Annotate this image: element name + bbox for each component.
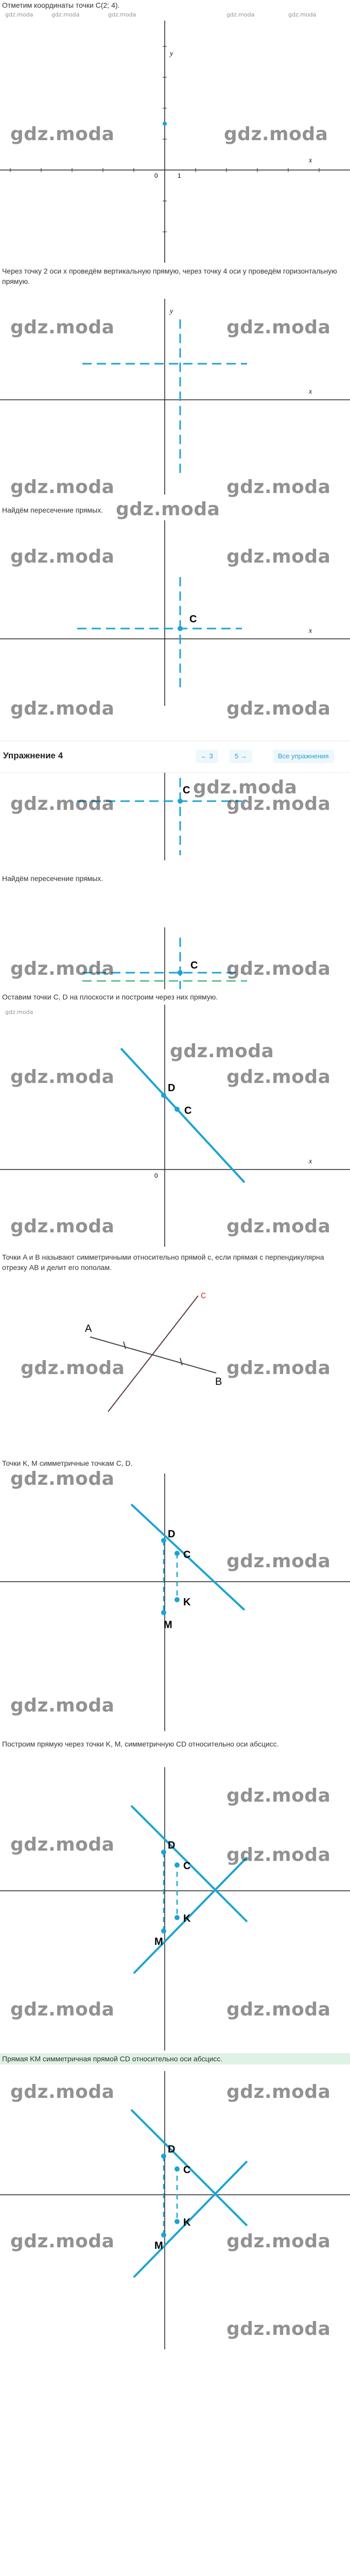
point-label-m: M: [164, 1619, 172, 1631]
watermark: gdz.moda: [10, 1216, 115, 1237]
watermark: gdz.moda: [226, 1844, 331, 1866]
watermark-small: gdz.moda: [226, 11, 255, 18]
point-label-d: D: [168, 1082, 176, 1094]
line-label-c: c: [201, 1290, 206, 1301]
watermark: gdz.moda: [226, 546, 331, 567]
next-exercise-button[interactable]: 5 →: [230, 750, 252, 763]
definition-text: Точки A и B называют симметричными относительно прямой c, если прямая c перпендикулярна отрезку AB и делит его пополам.: [2, 1253, 324, 1272]
point-label-d: D: [168, 1840, 176, 1851]
watermark: gdz.moda: [193, 777, 297, 798]
step-text-2: Через точку 2 оси x проведём вертикальную прямую, через точку 4 оси y проведём горизонтальную прямую.: [2, 267, 337, 285]
point-label-m: M: [154, 2240, 163, 2251]
all-exercises-button[interactable]: Все упражнения: [273, 750, 334, 763]
watermark: gdz.moda: [10, 477, 115, 498]
point-label-c: C: [183, 1549, 191, 1561]
watermark: gdz.moda: [10, 1834, 115, 1855]
watermark-small: gdz.moda: [51, 11, 80, 18]
watermark: gdz.moda: [226, 698, 331, 719]
origin-label: 0: [154, 172, 158, 179]
step-text-1: Отметим координаты точки C(2; 4).: [2, 1, 120, 9]
exercise-title: Упражнение 4: [3, 751, 63, 760]
point-label-c: C: [189, 614, 197, 625]
origin-label: 0: [154, 1172, 158, 1179]
watermark: gdz.moda: [10, 698, 115, 719]
watermark: gdz.moda: [226, 2081, 331, 2103]
watermark: gdz.moda: [10, 546, 115, 567]
watermark-small: gdz.moda: [108, 11, 136, 18]
x-axis-label: x: [309, 1158, 312, 1165]
watermark: gdz.moda: [10, 2081, 115, 2103]
point-label-d: D: [168, 2144, 176, 2155]
watermark: gdz.moda: [226, 1785, 331, 1806]
watermark: gdz.moda: [226, 1358, 331, 1379]
prev-exercise-button[interactable]: ← 3: [196, 750, 218, 763]
point-label-b: B: [215, 1376, 222, 1387]
step-text-repeat: Найдём пересечение прямых.: [2, 874, 103, 883]
watermark: gdz.moda: [226, 958, 331, 979]
watermark: gdz.moda: [226, 1551, 331, 1572]
watermark: gdz.moda: [21, 1358, 125, 1379]
point-label-a: A: [85, 1323, 92, 1334]
symmetry-figure: [0, 1288, 350, 1417]
point-label-k: K: [183, 1913, 191, 1924]
watermark-small: gdz.moda: [5, 1009, 33, 1015]
watermark-small: gdz.moda: [5, 11, 33, 18]
coordinate-figure-4: [0, 773, 350, 860]
point-label-c: C: [190, 960, 198, 971]
conclusion-text: Прямая KM симметричная прямой CD относительно оси абсцисс.: [2, 2055, 223, 2063]
watermark: gdz.moda: [10, 1468, 115, 1489]
point-label-k: K: [183, 1597, 191, 1608]
point-label-c: C: [183, 785, 190, 796]
watermark: gdz.moda: [10, 124, 115, 145]
step-text-4: Оставим точки C, D на плоскости и построим через них прямую.: [2, 993, 218, 1001]
watermark: gdz.moda: [226, 1216, 331, 1237]
coordinate-figure-7: [0, 1473, 350, 1731]
watermark: gdz.moda: [226, 317, 331, 338]
watermark: gdz.moda: [10, 2231, 115, 2252]
watermark: gdz.moda: [170, 1041, 274, 1062]
step-text-3: Найдём пересечение прямых.: [2, 506, 103, 514]
watermark: gdz.moda: [226, 2231, 331, 2252]
watermark: gdz.moda: [226, 793, 331, 815]
point-label-c: C: [183, 2164, 191, 2176]
watermark: gdz.moda: [10, 1695, 115, 1716]
y-axis-label: y: [170, 308, 173, 315]
point-label-m: M: [154, 1936, 163, 1947]
watermark: gdz.moda: [10, 1999, 115, 2020]
watermark: gdz.moda: [116, 499, 220, 520]
point-label-c: C: [183, 1860, 191, 1872]
point-label-d: D: [168, 1529, 176, 1540]
x-axis-label: x: [309, 627, 312, 635]
coordinate-figure-9: [0, 2071, 350, 2349]
step-text-6: Построим прямую через точки K, M, симметричную CD относительно оси абсцисс.: [2, 1740, 279, 1748]
watermark: gdz.moda: [10, 958, 115, 979]
point-label-k: K: [183, 2217, 191, 2228]
x-axis-label: x: [309, 388, 312, 396]
watermark: gdz.moda: [226, 1066, 331, 1088]
watermark: gdz.moda: [10, 793, 115, 815]
point-label-c: C: [184, 1105, 192, 1116]
x-axis-label: x: [309, 157, 312, 164]
watermark: gdz.moda: [224, 124, 328, 145]
step-text-5: Точки K, M симметричные точкам C, D.: [2, 1459, 133, 1467]
watermark: gdz.moda: [10, 1066, 115, 1088]
watermark: gdz.moda: [226, 1999, 331, 2020]
watermark: gdz.moda: [226, 2318, 331, 2340]
unit-label: 1: [178, 172, 181, 179]
watermark: gdz.moda: [10, 317, 115, 338]
exercise-header: [0, 741, 350, 773]
watermark: gdz.moda: [226, 477, 331, 498]
watermark-small: gdz.moda: [288, 11, 317, 18]
y-axis-label: y: [170, 50, 173, 58]
